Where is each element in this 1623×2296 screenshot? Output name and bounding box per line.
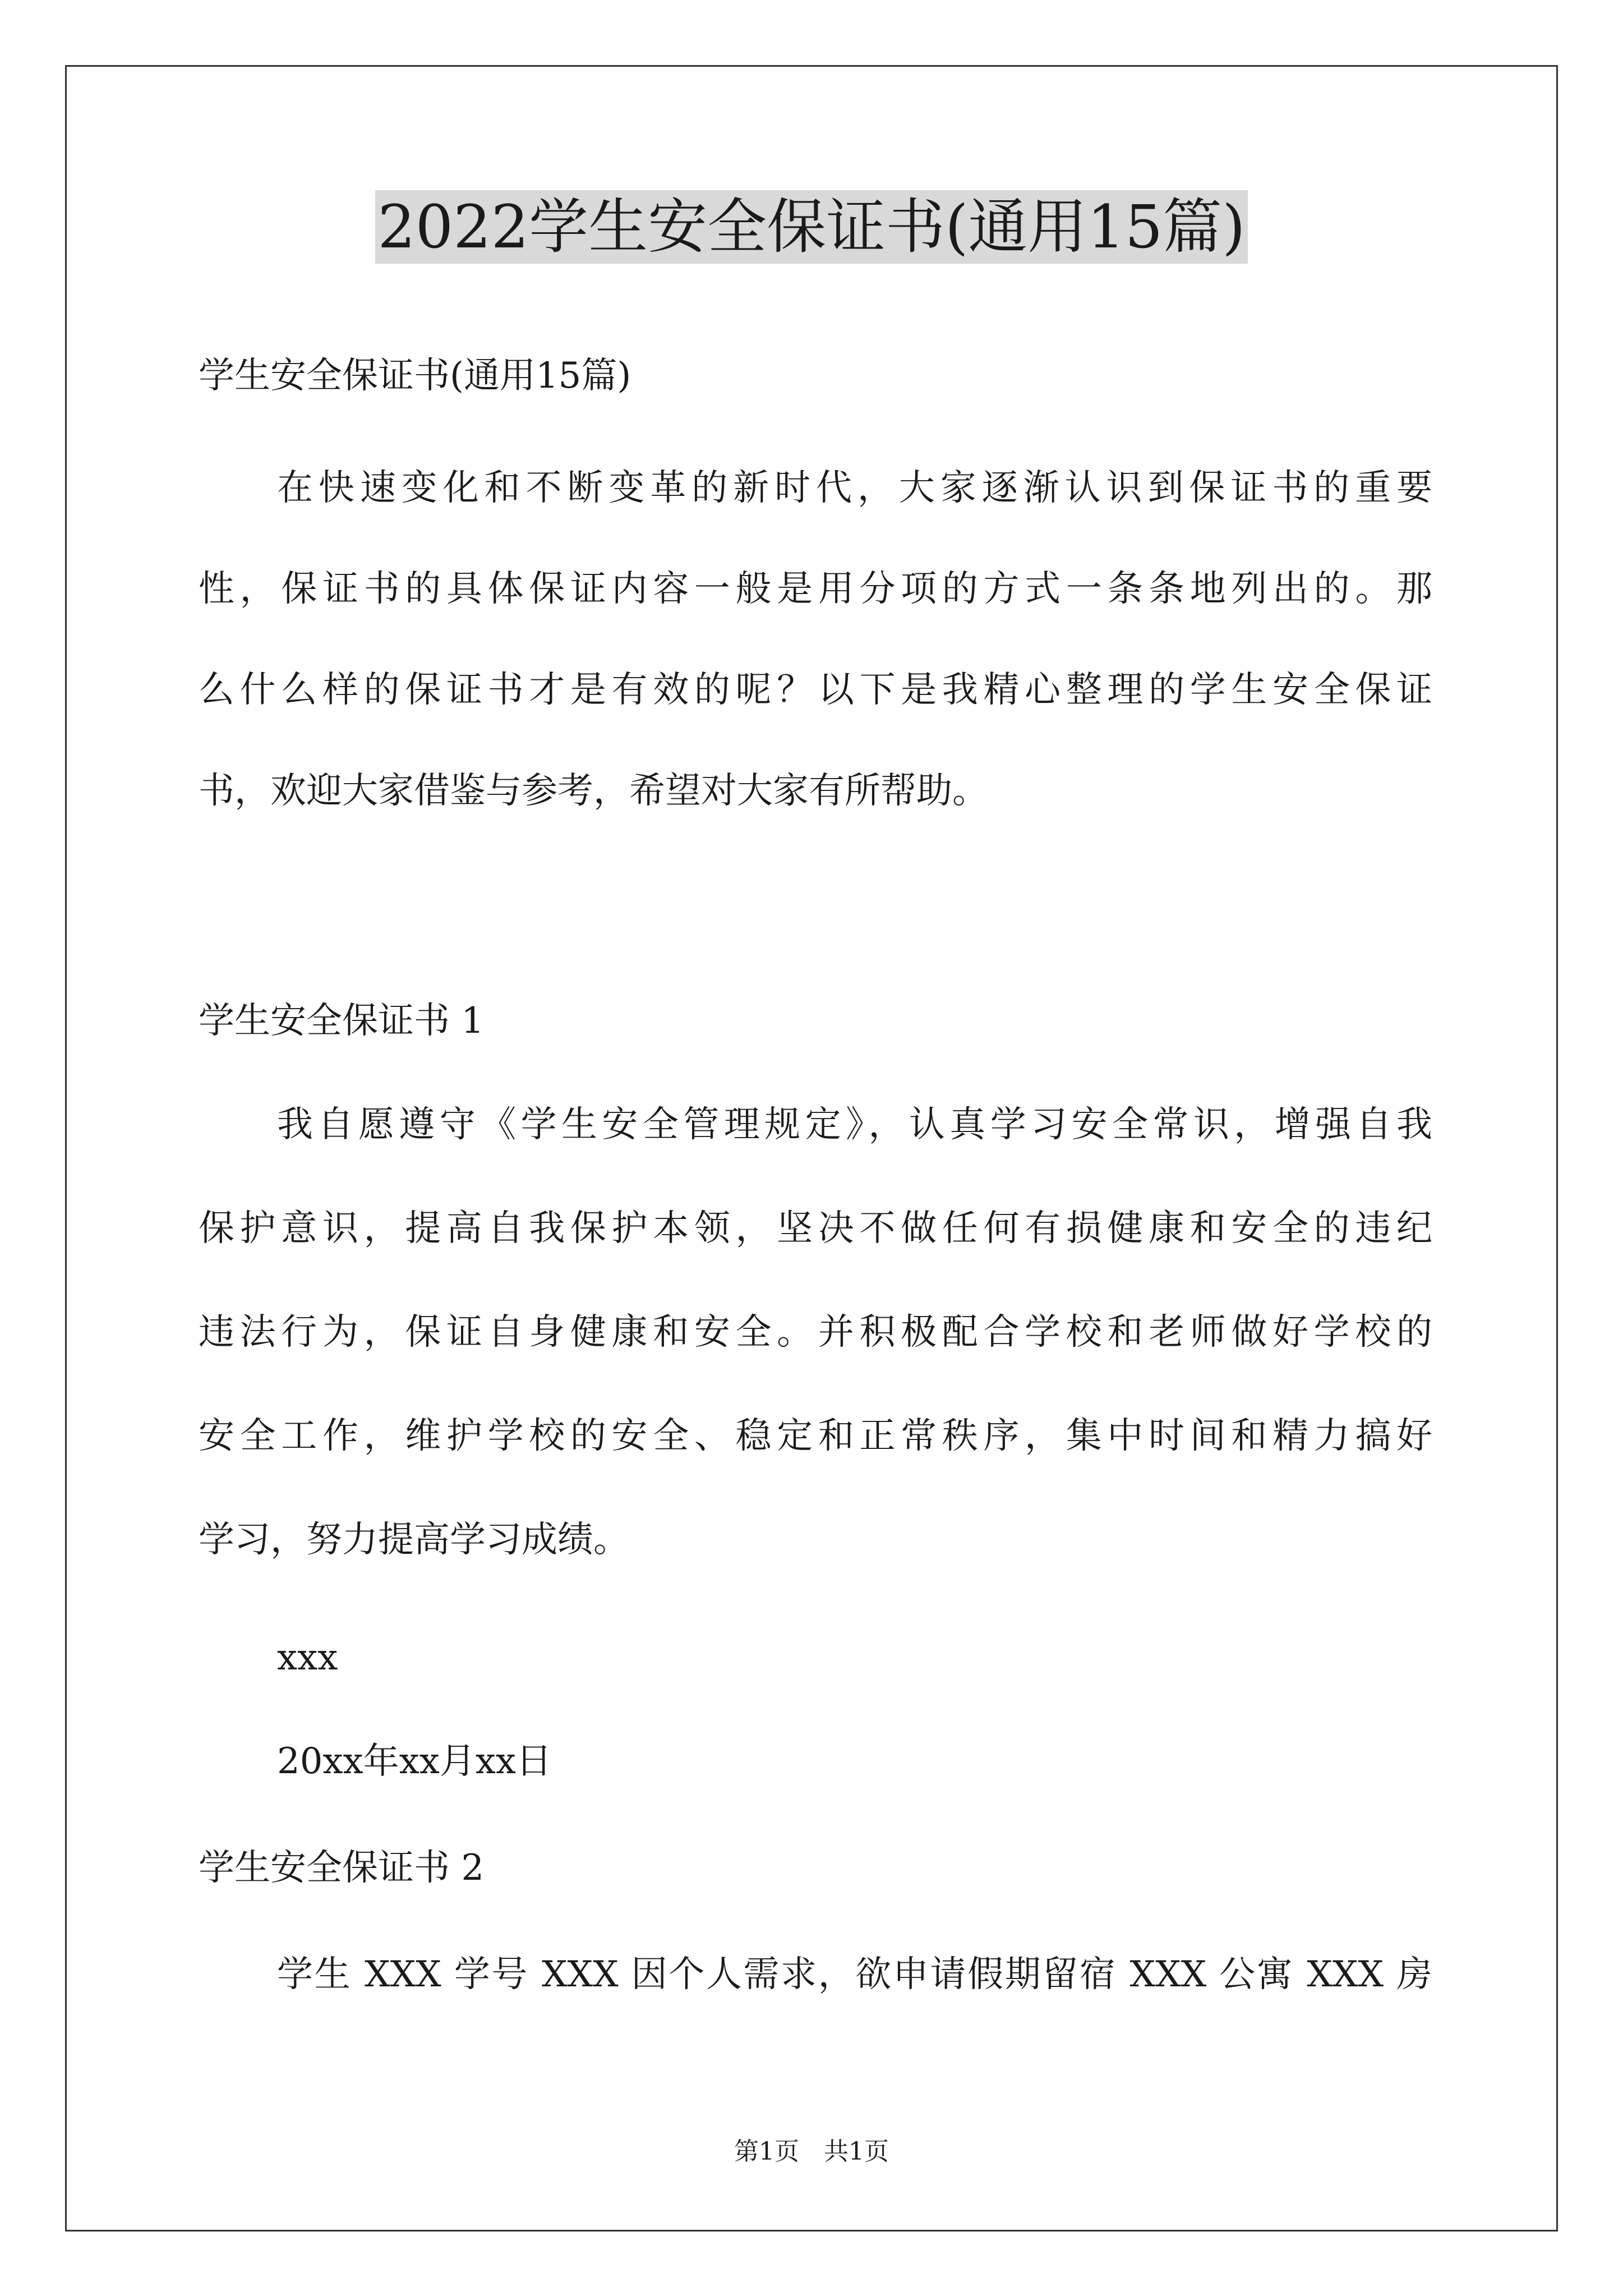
page-total: 共1页 <box>824 2137 889 2166</box>
section-1-line-5: 学习，努力提高学习成绩。 <box>199 1519 629 1561</box>
section-1-signature: xxx <box>277 1637 338 1678</box>
document-subtitle: 学生安全保证书(通用15篇) <box>199 355 631 397</box>
section-1-line-2: 保护意识，提高自我保护本领，坚决不做任何有损健康和安全的违纪 <box>199 1208 1432 1249</box>
document-title <box>0 188 1623 266</box>
section-1-line-4: 安全工作，维护学校的安全、稳定和正常秩序，集中时间和精力搞好 <box>199 1415 1432 1457</box>
intro-line-3: 么什么样的保证书才是有效的呢？以下是我精心整理的学生安全保证 <box>199 669 1432 711</box>
document-title-text: 2022学生安全保证书(通用15篇) <box>375 190 1247 264</box>
section-1-line-1: 我自愿遵守《学生安全管理规定》，认真学习安全常识，增强自我 <box>277 1104 1432 1145</box>
intro-line-2: 性，保证书的具体保证内容一般是用分项的方式一条条地列出的。那 <box>199 568 1432 610</box>
page-number: 第1页 <box>734 2137 799 2166</box>
intro-line-4: 书，欢迎大家借鉴与参考，希望对大家有所帮助。 <box>199 770 988 812</box>
section-1-line-3: 违法行为，保证自身健康和安全。并积极配合学校和老师做好学校的 <box>199 1312 1432 1353</box>
page-footer <box>0 2136 1623 2168</box>
section-1-heading: 学生安全保证书 1 <box>199 1000 485 1042</box>
section-2-heading: 学生安全保证书 2 <box>199 1847 485 1889</box>
section-2-line-1: 学生 XXX 学号 XXX 因个人需求，欲申请假期留宿 XXX 公寓 XXX 房 <box>277 1954 1432 1995</box>
intro-line-1: 在快速变化和不断变革的新时代，大家逐渐认识到保证书的重要 <box>277 467 1432 509</box>
section-1-date: 20xx年xx月xx日 <box>277 1741 552 1782</box>
